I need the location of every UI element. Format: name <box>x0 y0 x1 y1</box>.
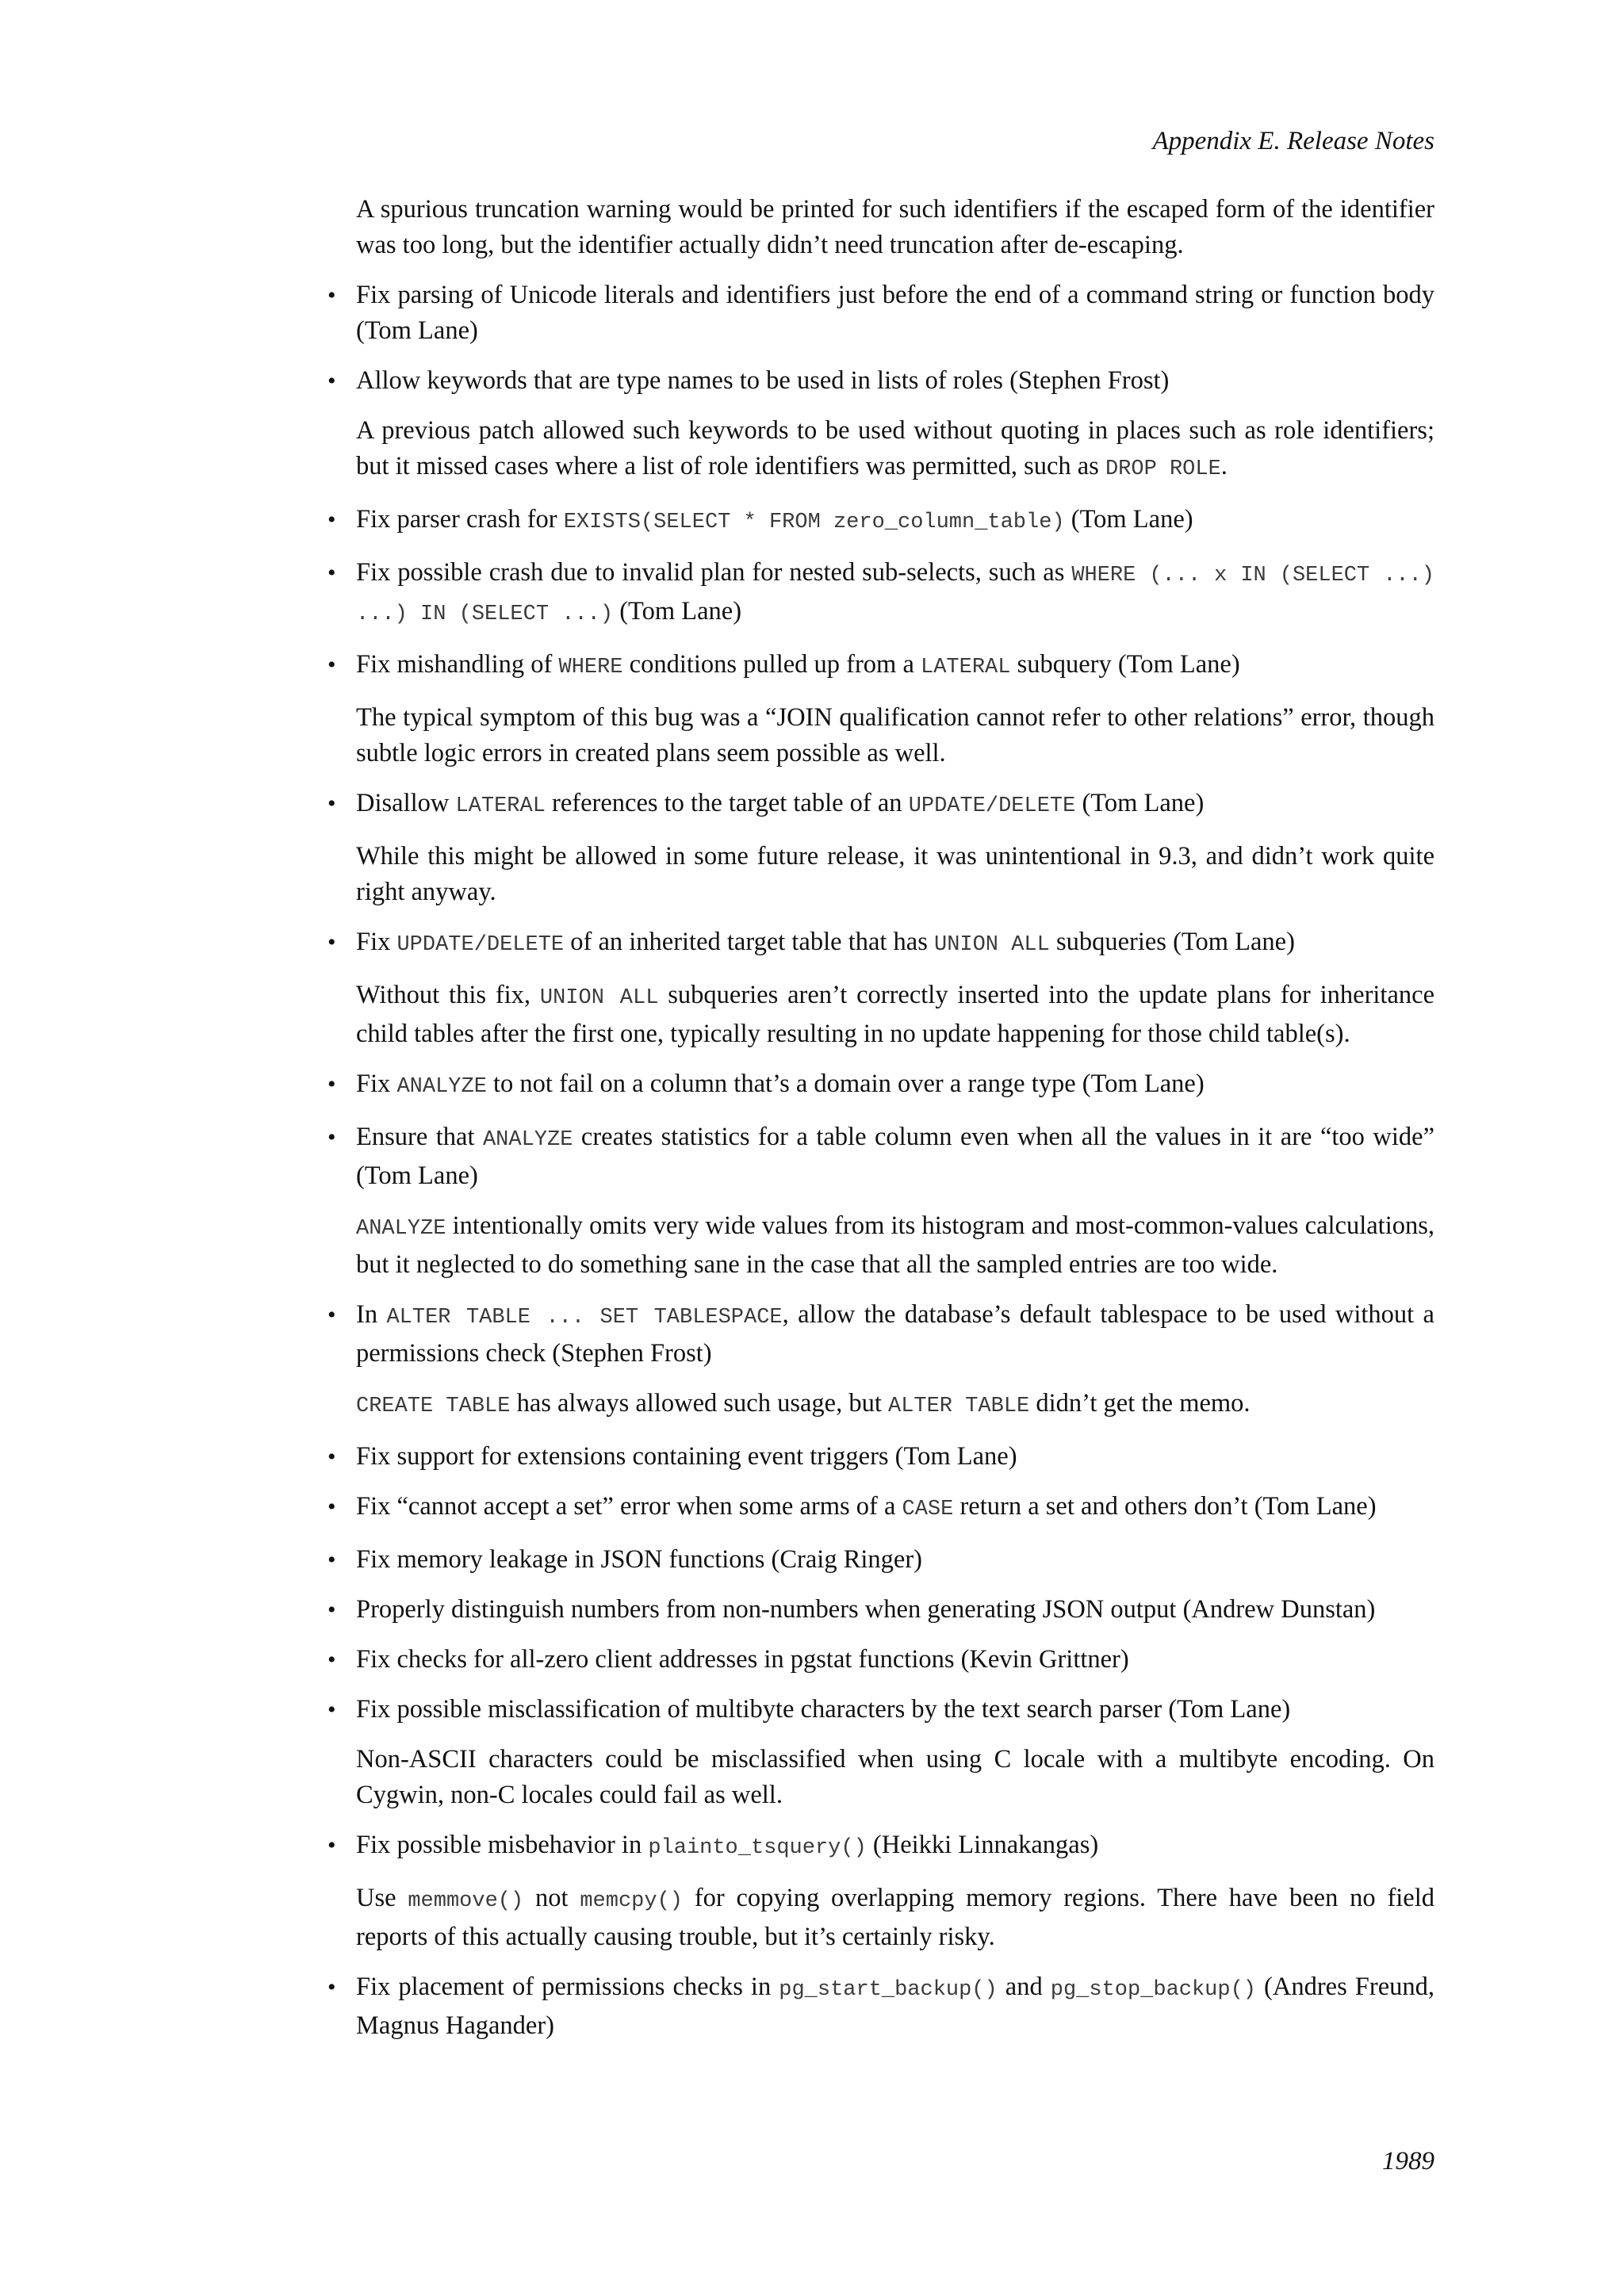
list-item <box>327 1439 1434 1475</box>
text-run: While this might be allowed in some future release, it was unintentional in 9.3, and didn’t work quite right anyway. <box>356 842 1434 906</box>
inline-code: ALTER TABLE <box>888 1395 1030 1418</box>
text-run: has always allowed such usage, but <box>510 1389 888 1418</box>
list-item <box>327 555 1434 633</box>
inline-code: memcpy() <box>580 1889 683 1913</box>
bullet-icon: • <box>327 1597 336 1623</box>
text-run: conditions pulled up from a <box>622 650 921 679</box>
page-header: Appendix E. Release Notes <box>1152 127 1434 155</box>
list-item <box>327 1119 1434 1194</box>
inline-code: ANALYZE <box>482 1128 573 1152</box>
note-paragraph <box>356 192 1434 263</box>
bullet-icon: • <box>327 368 336 394</box>
inline-code: UPDATE/DELETE <box>908 794 1076 818</box>
note-paragraph <box>356 839 1434 910</box>
text-run: (Tom Lane) <box>613 597 742 626</box>
note-paragraph <box>356 1881 1434 1955</box>
inline-code: ANALYZE <box>356 1217 446 1241</box>
inline-code: memmove() <box>408 1889 524 1913</box>
inline-code: LATERAL <box>921 656 1011 679</box>
list-item <box>327 647 1434 686</box>
bullet-icon: • <box>327 282 336 308</box>
note-paragraph <box>356 1742 1434 1813</box>
list-item <box>327 502 1434 541</box>
bullet-icon: • <box>327 1071 336 1097</box>
text-run: (Tom Lane) <box>1064 505 1193 534</box>
text-run: Fix <box>356 928 397 956</box>
text-run: Allow keywords that are type names to be used in lists of roles (Stephen Frost) <box>356 366 1170 395</box>
inline-code: EXISTS(SELECT * FROM zero_column_table) <box>563 511 1065 534</box>
text-run: Fix possible crash due to invalid plan for nested sub-selects, such as <box>356 558 1072 587</box>
bullet-icon: • <box>327 560 336 586</box>
bullet-icon: • <box>327 507 336 533</box>
text-run: (Tom Lane) <box>1075 789 1205 817</box>
text-run: , allow the database’s default tablespace to be used without a permissions check (Stephen Frost) <box>356 1300 1434 1368</box>
inline-code: pg_start_backup() <box>779 1978 998 2002</box>
text-run: Disallow <box>356 789 456 817</box>
list-item <box>327 924 1434 963</box>
bullet-icon: • <box>327 1444 336 1470</box>
list-item <box>327 1827 1434 1866</box>
note-paragraph <box>356 1386 1434 1425</box>
text-run: Without this fix, <box>356 981 540 1009</box>
inline-code: LATERAL <box>455 794 546 818</box>
inline-code: WHERE <box>558 656 623 679</box>
note-paragraph <box>356 413 1434 488</box>
inline-code: DROP ROLE <box>1105 457 1221 481</box>
text-run: Fix “cannot accept a set” error when some arms of a <box>356 1492 902 1521</box>
bullet-icon: • <box>327 1302 336 1328</box>
text-run: Fix parser crash for <box>356 505 564 534</box>
bullet-icon: • <box>327 929 336 955</box>
text-run: subquery (Tom Lane) <box>1010 650 1240 679</box>
bullet-icon: • <box>327 1697 336 1723</box>
text-run: not <box>523 1884 580 1912</box>
text-run: Fix <box>356 1070 397 1098</box>
text-run: In <box>356 1300 387 1329</box>
inline-code: CREATE TABLE <box>356 1395 511 1418</box>
bullet-icon: • <box>327 1494 336 1520</box>
list-item <box>327 363 1434 399</box>
list-item <box>327 277 1434 349</box>
text-run: and <box>997 1973 1051 2001</box>
text-run: (Andres Freund, Magnus Hagander) <box>356 1973 1434 2040</box>
inline-code: CASE <box>902 1498 954 1521</box>
inline-code: plainto_tsquery() <box>648 1836 867 1860</box>
text-run: Ensure that <box>356 1123 483 1151</box>
release-notes-content <box>327 192 1435 2058</box>
note-paragraph <box>356 700 1434 771</box>
note-paragraph <box>356 1208 1434 1283</box>
list-item <box>327 1297 1434 1372</box>
text-run: Fix checks for all-zero client addresses in pgstat functions (Kevin Grittner) <box>356 1645 1129 1674</box>
text-run: Fix mishandling of <box>356 650 559 679</box>
bullet-icon: • <box>327 790 336 817</box>
text-run: didn’t get the memo. <box>1029 1389 1251 1418</box>
text-run: to not fail on a column that’s a domain over a range type (Tom Lane) <box>486 1070 1205 1098</box>
inline-code: UPDATE/DELETE <box>396 933 565 957</box>
list-item <box>327 1542 1434 1578</box>
list-item <box>327 1489 1434 1528</box>
inline-code: WHERE (... x IN (SELECT ...) ...) IN (SELECT ...) <box>356 564 1434 626</box>
inline-code: pg_stop_backup() <box>1050 1978 1256 2002</box>
list-item <box>327 1592 1434 1628</box>
inline-code: ALTER TABLE ... SET TABLESPACE <box>386 1306 783 1330</box>
text-run: subqueries aren’t correctly inserted into the update plans for inheritance child tables after the first one, typically resulting in no update happening for those child table(s). <box>356 981 1434 1048</box>
text-run: . <box>1220 452 1228 480</box>
list-item <box>327 1642 1434 1678</box>
text-run: Use <box>356 1884 408 1912</box>
text-run: intentionally omits very wide values from its histogram and most-common-values calculations, but it neglected to do something sane in the case that all the sampled entries are too wide. <box>356 1211 1434 1279</box>
page-number: 1989 <box>1382 2147 1434 2175</box>
note-paragraph <box>356 978 1434 1052</box>
inline-code: UNION ALL <box>539 986 659 1010</box>
bullet-icon: • <box>327 652 336 678</box>
bullet-icon: • <box>327 1124 336 1150</box>
bullet-icon: • <box>327 1647 336 1673</box>
text-run: Fix possible misclassification of multibyte characters by the text search parser (Tom Lane) <box>356 1695 1291 1724</box>
bullet-icon: • <box>327 1974 336 2000</box>
inline-code: ANALYZE <box>396 1075 487 1099</box>
text-run: Fix memory leakage in JSON functions (Craig Ringer) <box>356 1545 922 1574</box>
inline-code: UNION ALL <box>934 933 1050 957</box>
text-run: Fix placement of permissions checks in <box>356 1973 779 2001</box>
text-run: The typical symptom of this bug was a “JOIN qualification cannot refer to other relations” error, though subtle logic errors in created plans seem possible as well. <box>356 703 1434 767</box>
text-run: Fix possible misbehavior in <box>356 1831 649 1859</box>
text-run: creates statistics for a table column even when all the values in it are “too wide” (Tom Lane) <box>356 1123 1434 1190</box>
text-run: subqueries (Tom Lane) <box>1049 928 1295 956</box>
list-item <box>327 1969 1434 2044</box>
list-item <box>327 1692 1434 1728</box>
bullet-icon: • <box>327 1547 336 1573</box>
bullet-icon: • <box>327 1832 336 1858</box>
text-run: Fix parsing of Unicode literals and identifiers just before the end of a command string or function body (Tom Lane) <box>356 281 1434 345</box>
list-item <box>327 1066 1434 1105</box>
text-run: Properly distinguish numbers from non-numbers when generating JSON output (Andrew Dunstan) <box>356 1595 1376 1624</box>
text-run: Fix support for extensions containing event triggers (Tom Lane) <box>356 1442 1017 1471</box>
text-run: Non-ASCII characters could be misclassified when using C locale with a multibyte encoding. On Cygwin, non-C locales could fail as well. <box>356 1745 1434 1809</box>
list-item <box>327 786 1434 825</box>
text-run: return a set and others don’t (Tom Lane) <box>953 1492 1377 1521</box>
text-run: for copying overlapping memory regions. There have been no field reports of this actually causing trouble, but it’s certainly risky. <box>356 1884 1435 1951</box>
text-run: of an inherited target table that has <box>564 928 934 956</box>
text-run: A previous patch allowed such keywords to be used without quoting in places such as role identifiers; but it missed cases where a list of role identifiers was permitted, such as <box>356 416 1434 480</box>
text-run: references to the target table of an <box>545 789 909 817</box>
text-run: (Heikki Linnakangas) <box>866 1831 1099 1859</box>
text-run: A spurious truncation warning would be printed for such identifiers if the escaped form of the identifier was too long, but the identifier actually didn’t need truncation after de-escaping. <box>356 195 1434 259</box>
